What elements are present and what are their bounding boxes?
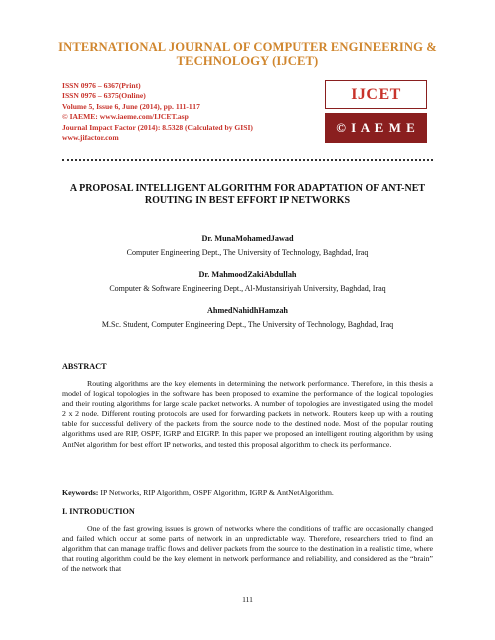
keywords-text: IP Networks, RIP Algorithm, OSPF Algorithm, IGRP & AntNetAlgorithm. — [100, 488, 334, 497]
author-affiliation: M.Sc. Student, Computer Engineering Dept., The University of Technology, Baghdad, Iraq — [101, 320, 394, 329]
page-number: 111 — [242, 595, 253, 604]
introduction-heading: I. INTRODUCTION — [62, 507, 135, 516]
abstract-text: Routing algorithms are the key elements in determining the network performance. Therefore, in this thesis a model of logical topologies in the software has been proposed to examine the performance of the logical topologies and their routing algorithms for large scale packet networks. A number of topologies are investigated using the model 2 x 2 node. Different routing protocols are used for forwarding packets in network. Routers keep up with a routing table for successful delivery of the packets from the source node to the destined node. Most of the popular routing algorithms used are RIP, OSPF, IGRP and EIGRP. In this paper we proposed an intelligent routing algorithm by using AntNet algorithm for best effort IP networks, and tested this proposal algorithm to check its performance. — [62, 379, 433, 449]
author-affiliation: Computer Engineering Dept., The University of Technology, Baghdad, Iraq — [126, 248, 369, 257]
journal-title — [30, 40, 465, 68]
volume-info: Volume 5, Issue 6, June (2014), pp. 111-117 — [62, 101, 200, 111]
header-divider — [62, 159, 433, 161]
logo-ijcet: IJCET — [325, 80, 427, 109]
author-affiliation: Computer & Software Engineering Dept., Al-Mustansiriyah University, Baghdad, Iraq — [109, 284, 386, 293]
journal-meta — [62, 81, 322, 143]
jifactor-url[interactable]: www.jifactor.com — [62, 133, 119, 143]
journal-title-line-1: INTERNATIONAL JOURNAL OF COMPUTER ENGINEERING & — [58, 40, 437, 54]
introduction-text: One of the fast growing issues is grown of networks where the conditions of traffic are occasionally changed and failed which occur at some parts of network in an unpredictable way. Therefore, researchers tried to find an algorithm that can manage traffic flows and deliver packets from the source to the destination in a realistic time, where that routing algorithm could be the key element in network performance and reliability, and considered as the “brain” of the network that — [62, 524, 433, 574]
issn-online: ISSN 0976 – 6375(Online) — [62, 91, 146, 101]
keywords-label: Keywords: — [62, 488, 99, 497]
impact-factor: Journal Impact Factor (2014): 8.5328 (Calculated by GISI) — [62, 122, 253, 132]
issn-print: ISSN 0976 – 6367(Print) — [62, 81, 141, 90]
keywords — [62, 488, 433, 497]
journal-logo — [325, 80, 427, 145]
journal-title-line-2: TECHNOLOGY (IJCET) — [176, 54, 319, 68]
logo-iaeme: © I A E M E — [325, 113, 427, 143]
author-name: Dr. MunaMohamedJawad — [201, 234, 294, 243]
abstract-heading: ABSTRACT — [62, 362, 107, 371]
paper-title: A PROPOSAL INTELLIGENT ALGORITHM FOR ADAPTATION OF ANT-NET ROUTING IN BEST EFFORT IP NETWORKS — [69, 183, 426, 206]
author-name: AhmedNahidhHamzah — [207, 306, 288, 315]
author-name: Dr. MahmoodZakiAbdullah — [198, 270, 297, 279]
journal-url[interactable]: © IAEME: www.iaeme.com/IJCET.asp — [62, 112, 189, 122]
